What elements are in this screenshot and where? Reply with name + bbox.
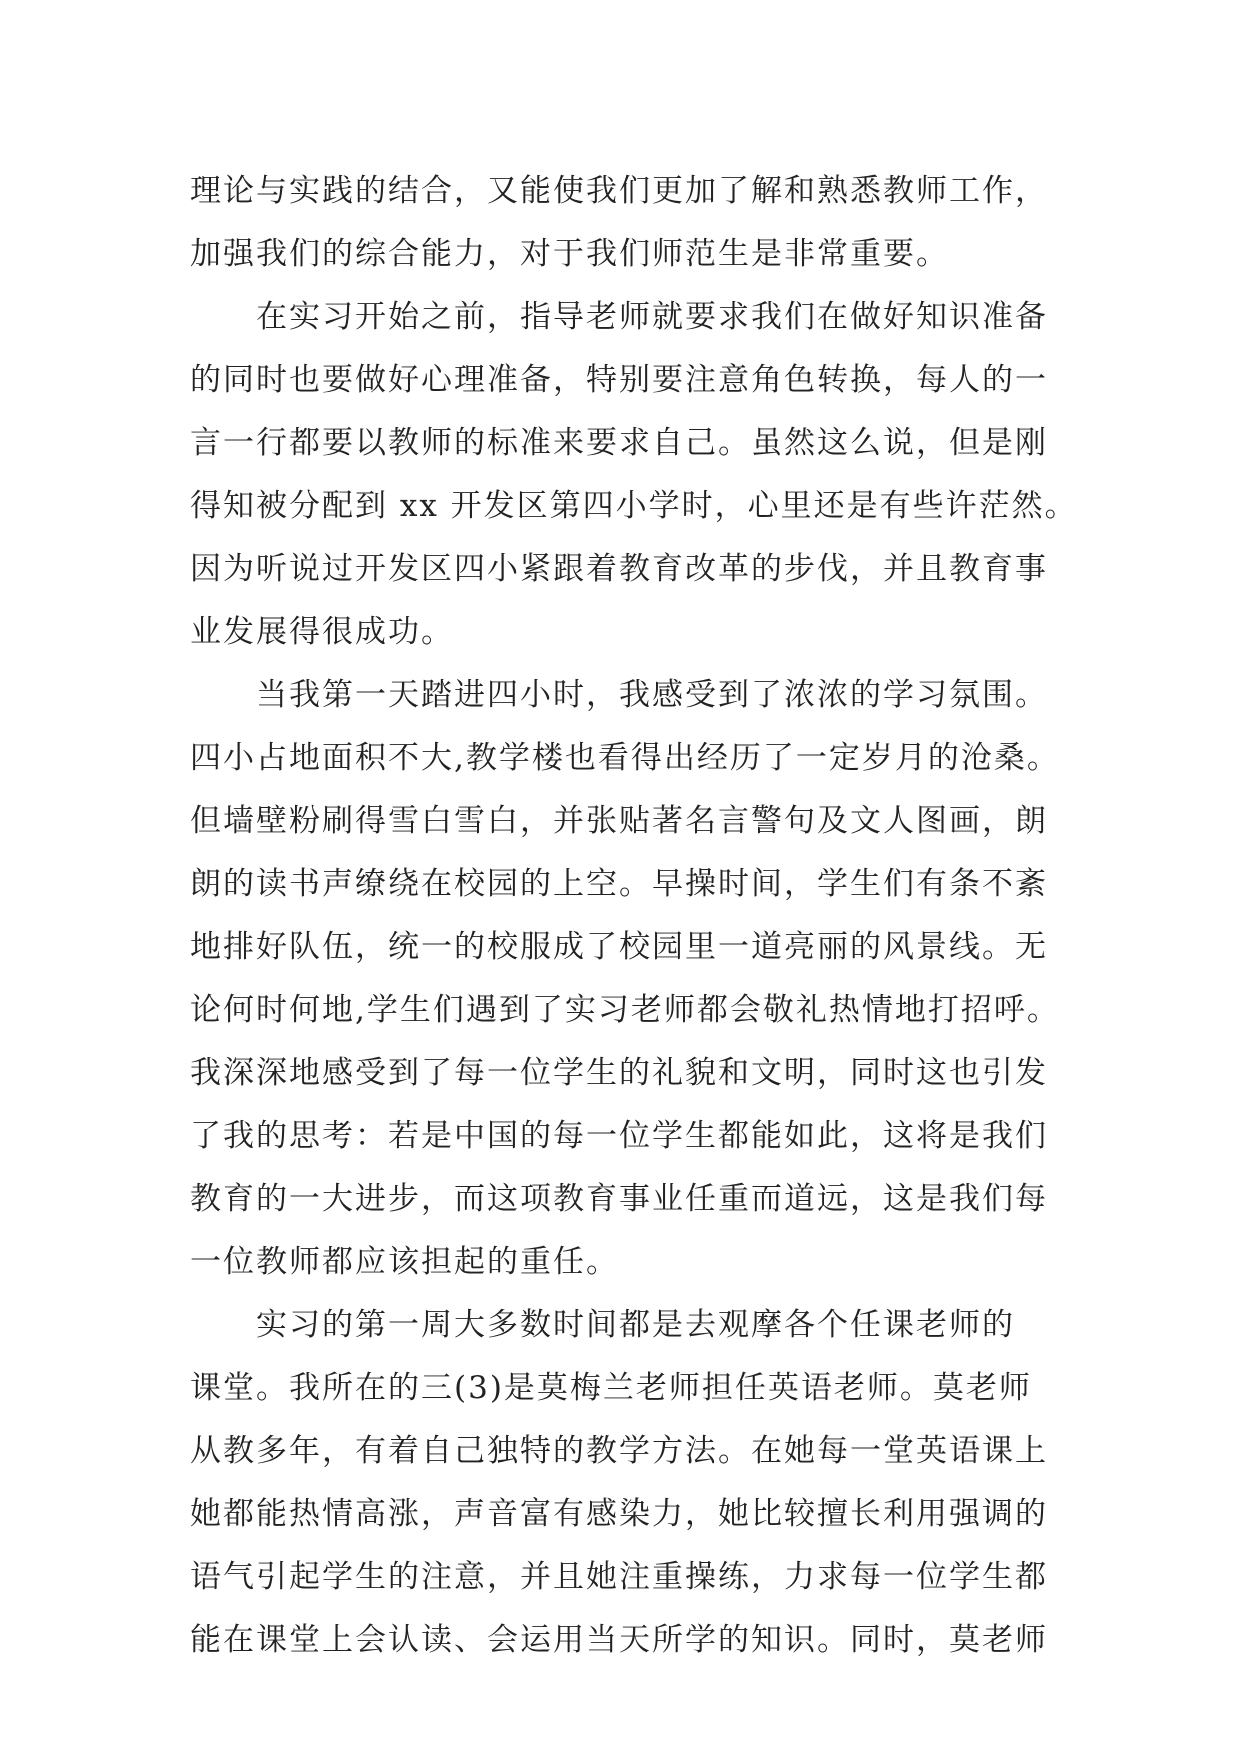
text-line: 但墙壁粉刷得雪白雪白，并张贴著名言警句及文人图画，朗 (190, 803, 1048, 839)
text-line: 加强我们的综合能力，对于我们师范生是非常重要。 (190, 236, 949, 272)
text-line: 朗的读书声缭绕在校园的上空。早操时间，学生们有条不紊 (190, 866, 1048, 902)
text-line: 从教多年，有着自己独特的教学方法。在她每一堂英语课上 (190, 1433, 1048, 1469)
text-line: 能在课堂上会认读、会运用当天所学的知识。同时，莫老师 (190, 1622, 1048, 1658)
text-line: 四小占地面积不大,教学楼也看得出经历了一定岁月的沧桑。 (190, 740, 1060, 776)
text-line: 语气引起学生的注意，并且她注重操练，力求每一位学生都 (190, 1559, 1048, 1595)
text-line: 教育的一大进步，而这项教育事业任重而道远，这是我们每 (190, 1181, 1048, 1217)
paragraph-start-line: 实习的第一周大多数时间都是去观摩各个任课老师的 (256, 1307, 1015, 1343)
text-line: 言一行都要以教师的标准来要求自己。虽然这么说，但是刚 (190, 425, 1048, 461)
text-line: 地排好队伍，统一的校服成了校园里一道亮丽的风景线。无 (190, 929, 1048, 965)
text-line: 了我的思考：若是中国的每一位学生都能如此，这将是我们 (190, 1118, 1048, 1154)
body-text (190, 160, 1078, 1672)
text-line: 因为听说过开发区四小紧跟着教育改革的步伐，并且教育事 (190, 551, 1048, 587)
text-line: 理论与实践的结合，又能使我们更加了解和熟悉教师工作， (190, 173, 1048, 209)
paragraph-start-line: 在实习开始之前，指导老师就要求我们在做好知识准备 (256, 299, 1048, 335)
text-line: 论何时何地,学生们遇到了实习老师都会敬礼热情地打招呼。 (190, 992, 1060, 1028)
text-line: 我深深地感受到了每一位学生的礼貌和文明，同时这也引发 (190, 1055, 1048, 1091)
text-line: 得知被分配到 xx 开发区第四小学时，心里还是有些许茫然。 (190, 488, 1078, 524)
text-line: 的同时也要做好心理准备，特别要注意角色转换，每人的一 (190, 362, 1048, 398)
text-line: 一位教师都应该担起的重任。 (190, 1244, 619, 1280)
text-line: 她都能热情高涨，声音富有感染力，她比较擅长利用强调的 (190, 1496, 1048, 1532)
text-line: 业发展得很成功。 (190, 614, 454, 650)
text-line: 课堂。我所在的三(3)是莫梅兰老师担任英语老师。莫老师 (190, 1370, 1032, 1406)
paragraph-start-line: 当我第一天踏进四小时，我感受到了浓浓的学习氛围。 (256, 677, 1048, 713)
